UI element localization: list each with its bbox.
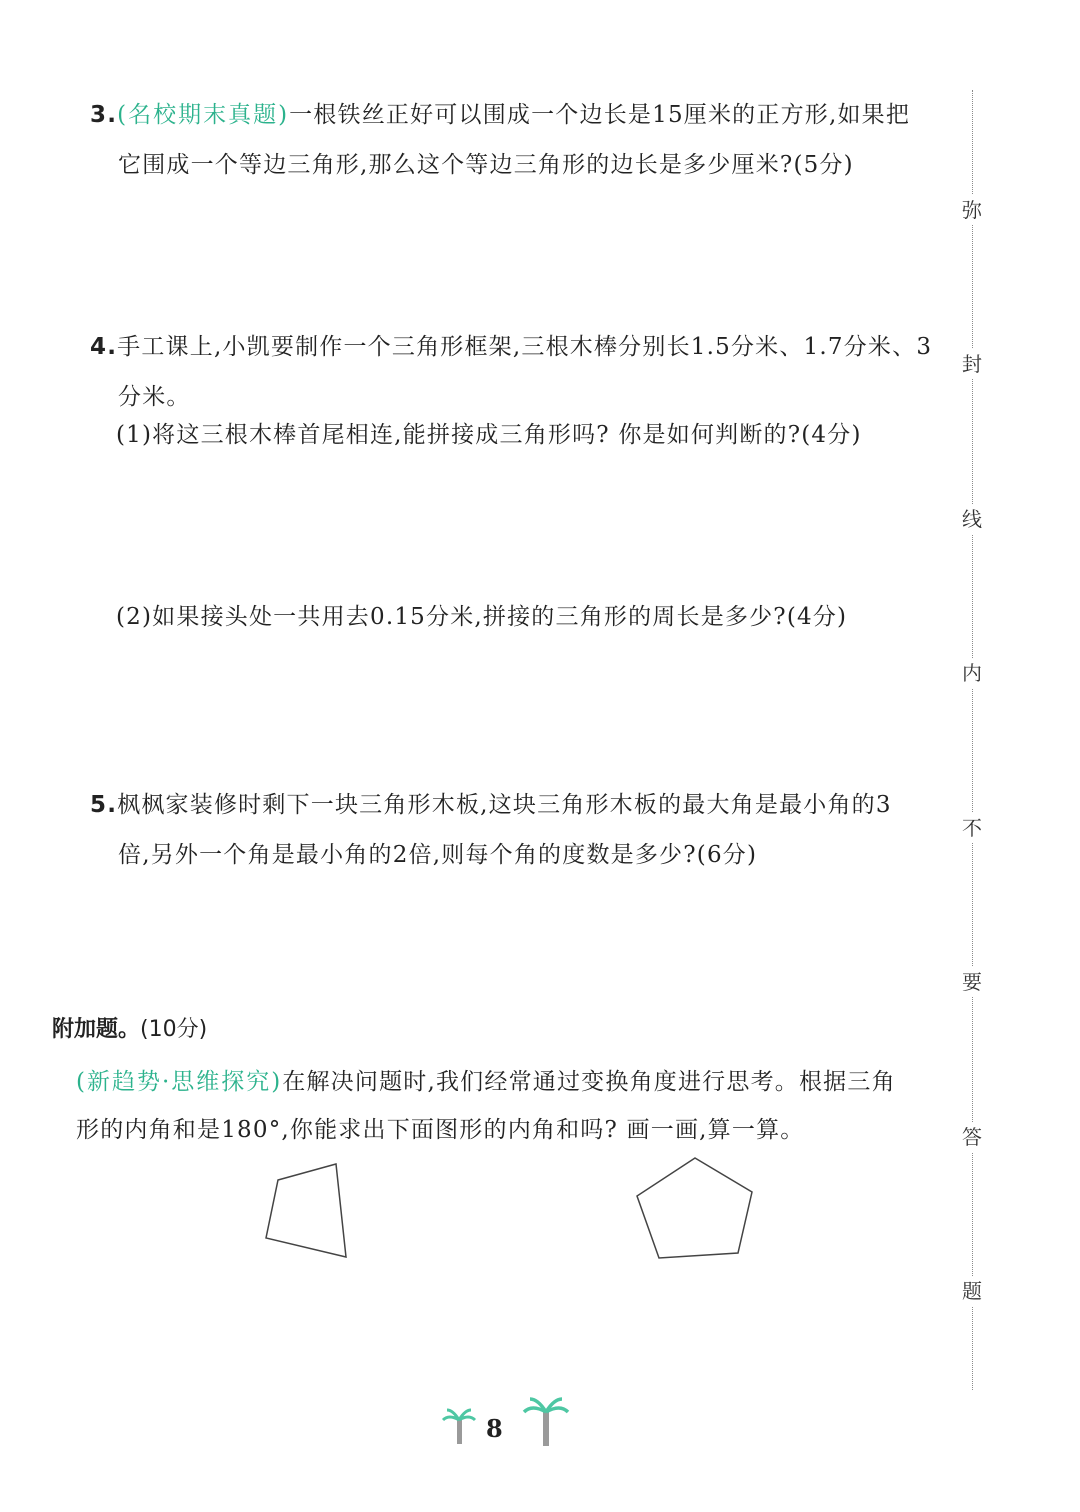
binding-char: 不 bbox=[958, 813, 986, 843]
question-number: 4. bbox=[90, 334, 118, 360]
question-4-part-1: (1)将这三根木棒首尾相连,能拼接成三角形吗? 你是如何判断的?(4分) bbox=[116, 422, 862, 448]
question-4-line-2: 分米。 bbox=[118, 384, 191, 410]
binding-char: 弥 bbox=[958, 195, 986, 225]
palm-tree-icon bbox=[524, 1399, 568, 1446]
question-text: 一根铁丝正好可以围成一个边长是15厘米的正方形,如果把 bbox=[289, 102, 911, 128]
question-number: 5. bbox=[90, 792, 118, 818]
binding-char: 封 bbox=[958, 349, 986, 379]
extra-score: (10分) bbox=[140, 1017, 208, 1042]
extra-text: 在解决问题时,我们经常通过变换角度进行思考。根据三角 bbox=[282, 1069, 896, 1095]
palm-tree-icon bbox=[443, 1410, 475, 1444]
page-number: 8 bbox=[486, 1414, 503, 1443]
binding-char: 题 bbox=[958, 1276, 986, 1306]
extra-line-2: 形的内角和是180°,你能求出下面图形的内角和吗? 画一画,算一算。 bbox=[76, 1117, 805, 1143]
question-text: 手工课上,小凯要制作一个三角形框架,三根木棒分别长1.5分米、1.7分米、3 bbox=[117, 334, 933, 360]
question-tag: (名校期末真题) bbox=[117, 102, 290, 128]
question-text: 枫枫家装修时剩下一块三角形木板,这块三角形木板的最大角是最小角的3 bbox=[117, 792, 892, 818]
extra-tag: (新趋势·思维探究) bbox=[76, 1069, 283, 1095]
binding-char: 要 bbox=[958, 967, 986, 997]
binding-char: 答 bbox=[958, 1122, 986, 1152]
question-5-line-2: 倍,另外一个角是最小角的2倍,则每个角的度数是多少?(6分) bbox=[118, 842, 758, 868]
extra-title: 附加题。 bbox=[52, 1017, 141, 1042]
question-3-line-2: 它围成一个等边三角形,那么这个等边三角形的边长是多少厘米?(5分) bbox=[118, 152, 854, 178]
question-number: 3. bbox=[90, 102, 118, 128]
question-4-part-2: (2)如果接头处一共用去0.15分米,拼接的三角形的周长是多少?(4分) bbox=[116, 604, 848, 630]
binding-char: 内 bbox=[958, 658, 986, 688]
binding-char: 线 bbox=[958, 504, 986, 534]
